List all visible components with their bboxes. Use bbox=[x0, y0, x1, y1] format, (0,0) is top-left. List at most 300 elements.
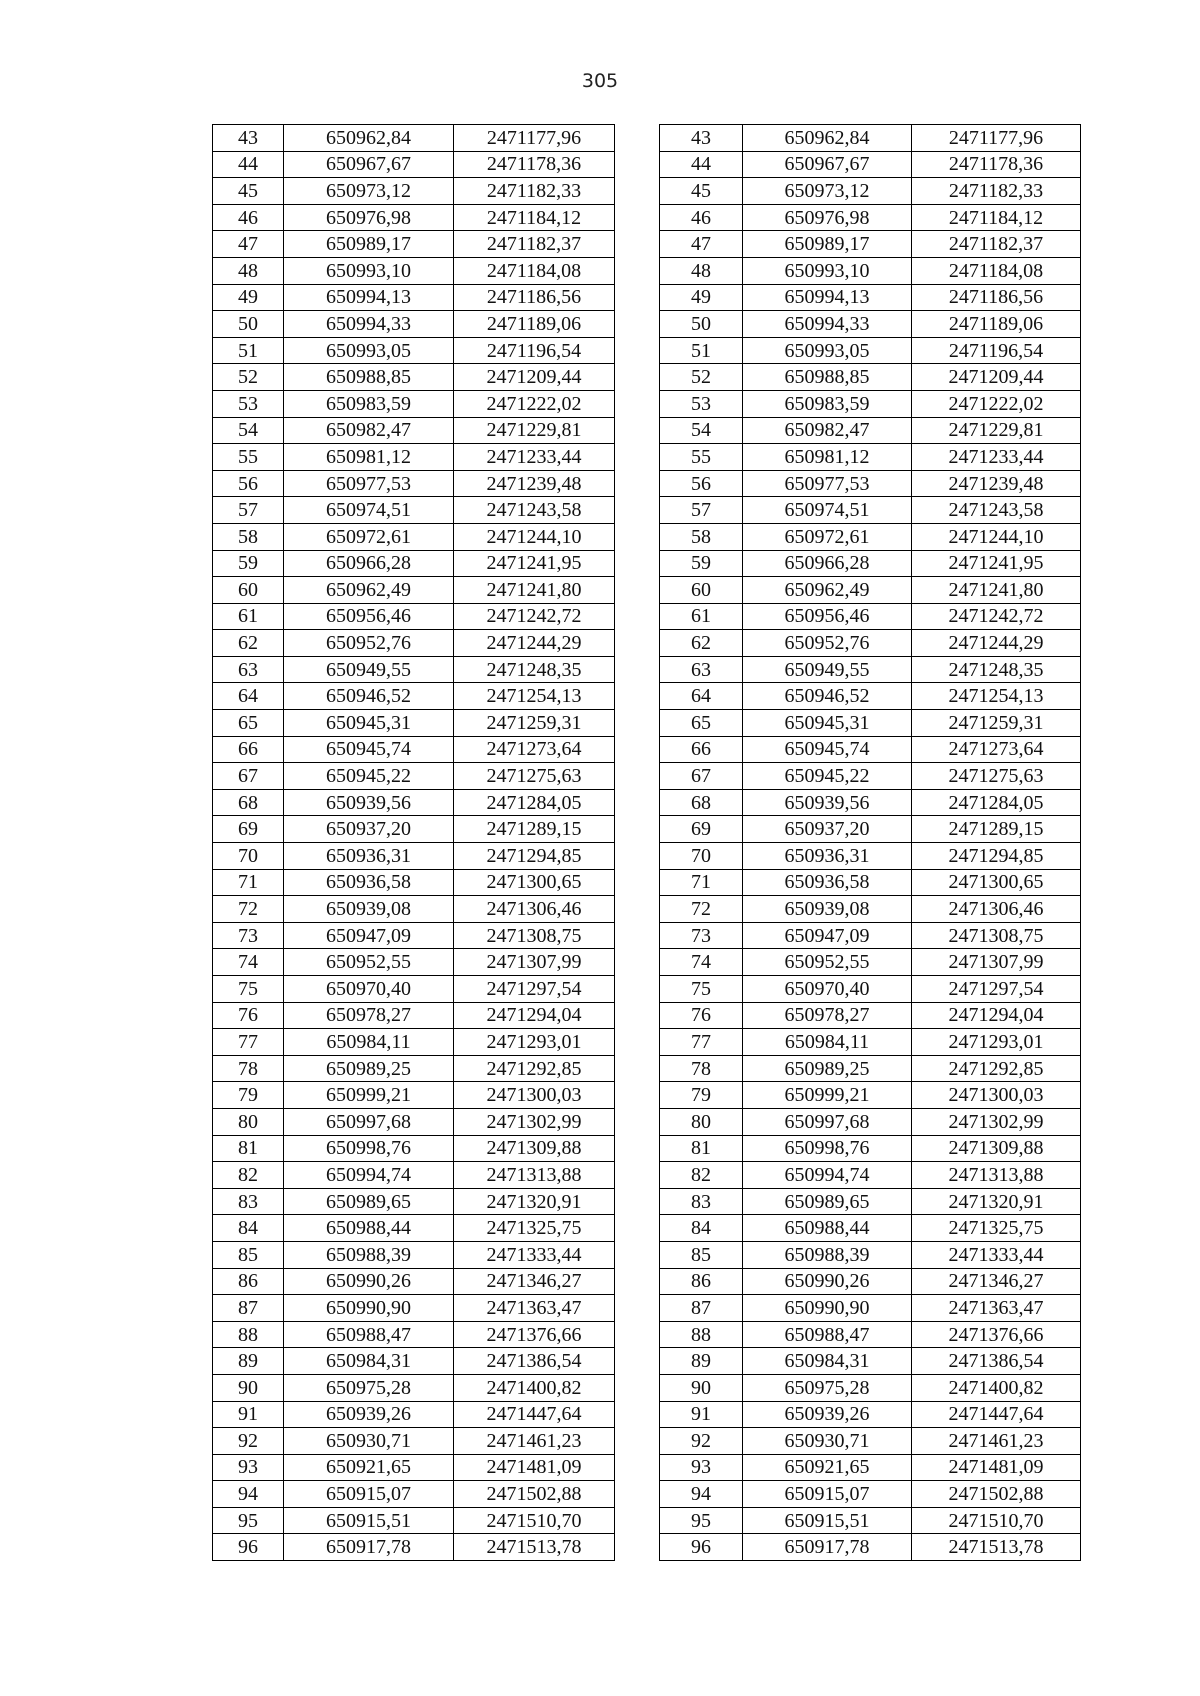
column-spacer bbox=[615, 178, 660, 205]
right-y-coordinate-cell: 2471289,15 bbox=[912, 816, 1081, 843]
table-row bbox=[213, 1481, 1081, 1508]
table-row bbox=[213, 151, 1081, 178]
left-point-number-cell: 49 bbox=[213, 284, 284, 311]
right-y-coordinate-cell: 2471510,70 bbox=[912, 1507, 1081, 1534]
right-point-number-cell: 75 bbox=[660, 976, 743, 1003]
right-x-coordinate-cell: 650989,17 bbox=[743, 231, 912, 258]
left-x-coordinate-cell: 650966,28 bbox=[284, 550, 454, 577]
table-row bbox=[213, 710, 1081, 737]
left-y-coordinate-cell: 2471386,54 bbox=[454, 1348, 615, 1375]
left-x-coordinate-cell: 650939,56 bbox=[284, 789, 454, 816]
right-x-coordinate-cell: 650999,21 bbox=[743, 1082, 912, 1109]
right-x-coordinate-cell: 650993,05 bbox=[743, 337, 912, 364]
left-y-coordinate-cell: 2471239,48 bbox=[454, 470, 615, 497]
left-point-number-cell: 56 bbox=[213, 470, 284, 497]
left-y-coordinate-cell: 2471196,54 bbox=[454, 337, 615, 364]
left-y-coordinate-cell: 2471284,05 bbox=[454, 789, 615, 816]
left-point-number-cell: 71 bbox=[213, 869, 284, 896]
right-y-coordinate-cell: 2471242,72 bbox=[912, 603, 1081, 630]
left-y-coordinate-cell: 2471313,88 bbox=[454, 1162, 615, 1189]
column-spacer bbox=[615, 1241, 660, 1268]
right-x-coordinate-cell: 650981,12 bbox=[743, 444, 912, 471]
left-y-coordinate-cell: 2471461,23 bbox=[454, 1428, 615, 1455]
column-spacer bbox=[615, 1295, 660, 1322]
right-y-coordinate-cell: 2471229,81 bbox=[912, 417, 1081, 444]
left-y-coordinate-cell: 2471242,72 bbox=[454, 603, 615, 630]
left-point-number-cell: 58 bbox=[213, 523, 284, 550]
left-y-coordinate-cell: 2471241,80 bbox=[454, 577, 615, 604]
column-spacer bbox=[615, 1481, 660, 1508]
left-y-coordinate-cell: 2471244,10 bbox=[454, 523, 615, 550]
column-spacer bbox=[615, 497, 660, 524]
column-spacer bbox=[615, 257, 660, 284]
column-spacer bbox=[615, 1428, 660, 1455]
table-row bbox=[213, 1321, 1081, 1348]
right-y-coordinate-cell: 2471248,35 bbox=[912, 656, 1081, 683]
left-point-number-cell: 84 bbox=[213, 1215, 284, 1242]
column-spacer bbox=[615, 577, 660, 604]
column-spacer bbox=[615, 710, 660, 737]
left-x-coordinate-cell: 650915,07 bbox=[284, 1481, 454, 1508]
table-row bbox=[213, 763, 1081, 790]
left-x-coordinate-cell: 650915,51 bbox=[284, 1507, 454, 1534]
table-row bbox=[213, 1428, 1081, 1455]
left-x-coordinate-cell: 650972,61 bbox=[284, 523, 454, 550]
table-row bbox=[213, 231, 1081, 258]
left-y-coordinate-cell: 2471400,82 bbox=[454, 1374, 615, 1401]
left-y-coordinate-cell: 2471333,44 bbox=[454, 1241, 615, 1268]
table-row bbox=[213, 869, 1081, 896]
right-point-number-cell: 79 bbox=[660, 1082, 743, 1109]
left-y-coordinate-cell: 2471320,91 bbox=[454, 1188, 615, 1215]
left-y-coordinate-cell: 2471481,09 bbox=[454, 1454, 615, 1481]
right-x-coordinate-cell: 650982,47 bbox=[743, 417, 912, 444]
left-x-coordinate-cell: 650988,44 bbox=[284, 1215, 454, 1242]
table-row bbox=[213, 736, 1081, 763]
left-point-number-cell: 65 bbox=[213, 710, 284, 737]
left-x-coordinate-cell: 650975,28 bbox=[284, 1374, 454, 1401]
left-y-coordinate-cell: 2471273,64 bbox=[454, 736, 615, 763]
right-x-coordinate-cell: 650990,26 bbox=[743, 1268, 912, 1295]
left-x-coordinate-cell: 650974,51 bbox=[284, 497, 454, 524]
right-point-number-cell: 57 bbox=[660, 497, 743, 524]
right-y-coordinate-cell: 2471481,09 bbox=[912, 1454, 1081, 1481]
right-x-coordinate-cell: 650952,76 bbox=[743, 630, 912, 657]
right-y-coordinate-cell: 2471306,46 bbox=[912, 896, 1081, 923]
left-point-number-cell: 59 bbox=[213, 550, 284, 577]
right-y-coordinate-cell: 2471241,95 bbox=[912, 550, 1081, 577]
left-point-number-cell: 50 bbox=[213, 311, 284, 338]
left-point-number-cell: 60 bbox=[213, 577, 284, 604]
left-y-coordinate-cell: 2471229,81 bbox=[454, 417, 615, 444]
left-point-number-cell: 53 bbox=[213, 390, 284, 417]
table-row bbox=[213, 1241, 1081, 1268]
table-row bbox=[213, 843, 1081, 870]
table-row bbox=[213, 284, 1081, 311]
right-x-coordinate-cell: 650967,67 bbox=[743, 151, 912, 178]
right-point-number-cell: 45 bbox=[660, 178, 743, 205]
column-spacer bbox=[615, 949, 660, 976]
column-spacer bbox=[615, 470, 660, 497]
right-y-coordinate-cell: 2471222,02 bbox=[912, 390, 1081, 417]
left-point-number-cell: 48 bbox=[213, 257, 284, 284]
left-point-number-cell: 47 bbox=[213, 231, 284, 258]
left-y-coordinate-cell: 2471184,12 bbox=[454, 204, 615, 231]
left-point-number-cell: 62 bbox=[213, 630, 284, 657]
table-row bbox=[213, 1401, 1081, 1428]
column-spacer bbox=[615, 204, 660, 231]
table-row bbox=[213, 656, 1081, 683]
column-spacer bbox=[615, 523, 660, 550]
left-x-coordinate-cell: 650962,84 bbox=[284, 125, 454, 152]
column-spacer bbox=[615, 364, 660, 391]
column-spacer bbox=[615, 630, 660, 657]
column-spacer bbox=[615, 603, 660, 630]
right-x-coordinate-cell: 650989,25 bbox=[743, 1055, 912, 1082]
right-x-coordinate-cell: 650974,51 bbox=[743, 497, 912, 524]
left-point-number-cell: 64 bbox=[213, 683, 284, 710]
table-row bbox=[213, 896, 1081, 923]
left-point-number-cell: 90 bbox=[213, 1374, 284, 1401]
right-x-coordinate-cell: 650994,33 bbox=[743, 311, 912, 338]
left-x-coordinate-cell: 650946,52 bbox=[284, 683, 454, 710]
right-point-number-cell: 69 bbox=[660, 816, 743, 843]
right-x-coordinate-cell: 650956,46 bbox=[743, 603, 912, 630]
right-x-coordinate-cell: 650945,31 bbox=[743, 710, 912, 737]
right-x-coordinate-cell: 650994,13 bbox=[743, 284, 912, 311]
right-point-number-cell: 65 bbox=[660, 710, 743, 737]
column-spacer bbox=[615, 1454, 660, 1481]
right-point-number-cell: 55 bbox=[660, 444, 743, 471]
left-x-coordinate-cell: 650930,71 bbox=[284, 1428, 454, 1455]
right-y-coordinate-cell: 2471241,80 bbox=[912, 577, 1081, 604]
left-point-number-cell: 91 bbox=[213, 1401, 284, 1428]
left-x-coordinate-cell: 650921,65 bbox=[284, 1454, 454, 1481]
table-row bbox=[213, 1055, 1081, 1082]
right-x-coordinate-cell: 650983,59 bbox=[743, 390, 912, 417]
right-point-number-cell: 50 bbox=[660, 311, 743, 338]
right-point-number-cell: 96 bbox=[660, 1534, 743, 1561]
left-x-coordinate-cell: 650952,76 bbox=[284, 630, 454, 657]
left-y-coordinate-cell: 2471189,06 bbox=[454, 311, 615, 338]
left-x-coordinate-cell: 650949,55 bbox=[284, 656, 454, 683]
right-x-coordinate-cell: 650976,98 bbox=[743, 204, 912, 231]
left-point-number-cell: 88 bbox=[213, 1321, 284, 1348]
table-row bbox=[213, 1188, 1081, 1215]
left-point-number-cell: 92 bbox=[213, 1428, 284, 1455]
left-point-number-cell: 75 bbox=[213, 976, 284, 1003]
table-row bbox=[213, 922, 1081, 949]
left-x-coordinate-cell: 650988,39 bbox=[284, 1241, 454, 1268]
right-x-coordinate-cell: 650945,22 bbox=[743, 763, 912, 790]
right-y-coordinate-cell: 2471292,85 bbox=[912, 1055, 1081, 1082]
column-spacer bbox=[615, 1215, 660, 1242]
left-x-coordinate-cell: 650984,31 bbox=[284, 1348, 454, 1375]
right-y-coordinate-cell: 2471309,88 bbox=[912, 1135, 1081, 1162]
left-x-coordinate-cell: 650984,11 bbox=[284, 1029, 454, 1056]
left-y-coordinate-cell: 2471294,85 bbox=[454, 843, 615, 870]
left-x-coordinate-cell: 650967,67 bbox=[284, 151, 454, 178]
table-row bbox=[213, 816, 1081, 843]
column-spacer bbox=[615, 444, 660, 471]
right-y-coordinate-cell: 2471177,96 bbox=[912, 125, 1081, 152]
left-x-coordinate-cell: 650962,49 bbox=[284, 577, 454, 604]
right-y-coordinate-cell: 2471275,63 bbox=[912, 763, 1081, 790]
right-point-number-cell: 95 bbox=[660, 1507, 743, 1534]
right-y-coordinate-cell: 2471300,65 bbox=[912, 869, 1081, 896]
right-point-number-cell: 56 bbox=[660, 470, 743, 497]
left-y-coordinate-cell: 2471182,33 bbox=[454, 178, 615, 205]
right-x-coordinate-cell: 650915,07 bbox=[743, 1481, 912, 1508]
left-point-number-cell: 61 bbox=[213, 603, 284, 630]
left-y-coordinate-cell: 2471300,65 bbox=[454, 869, 615, 896]
left-point-number-cell: 78 bbox=[213, 1055, 284, 1082]
left-x-coordinate-cell: 650945,74 bbox=[284, 736, 454, 763]
right-y-coordinate-cell: 2471178,36 bbox=[912, 151, 1081, 178]
left-point-number-cell: 43 bbox=[213, 125, 284, 152]
left-y-coordinate-cell: 2471275,63 bbox=[454, 763, 615, 790]
left-x-coordinate-cell: 650990,90 bbox=[284, 1295, 454, 1322]
right-y-coordinate-cell: 2471307,99 bbox=[912, 949, 1081, 976]
left-y-coordinate-cell: 2471241,95 bbox=[454, 550, 615, 577]
left-x-coordinate-cell: 650993,05 bbox=[284, 337, 454, 364]
right-x-coordinate-cell: 650917,78 bbox=[743, 1534, 912, 1561]
right-x-coordinate-cell: 650966,28 bbox=[743, 550, 912, 577]
right-x-coordinate-cell: 650990,90 bbox=[743, 1295, 912, 1322]
left-y-coordinate-cell: 2471306,46 bbox=[454, 896, 615, 923]
left-point-number-cell: 85 bbox=[213, 1241, 284, 1268]
right-x-coordinate-cell: 650947,09 bbox=[743, 922, 912, 949]
column-spacer bbox=[615, 1268, 660, 1295]
right-y-coordinate-cell: 2471333,44 bbox=[912, 1241, 1081, 1268]
left-y-coordinate-cell: 2471248,35 bbox=[454, 656, 615, 683]
left-point-number-cell: 77 bbox=[213, 1029, 284, 1056]
left-y-coordinate-cell: 2471346,27 bbox=[454, 1268, 615, 1295]
column-spacer bbox=[615, 417, 660, 444]
right-x-coordinate-cell: 650946,52 bbox=[743, 683, 912, 710]
right-point-number-cell: 66 bbox=[660, 736, 743, 763]
left-x-coordinate-cell: 650983,59 bbox=[284, 390, 454, 417]
table-row bbox=[213, 417, 1081, 444]
left-y-coordinate-cell: 2471302,99 bbox=[454, 1108, 615, 1135]
left-x-coordinate-cell: 650994,74 bbox=[284, 1162, 454, 1189]
table-row bbox=[213, 125, 1081, 152]
left-x-coordinate-cell: 650970,40 bbox=[284, 976, 454, 1003]
column-spacer bbox=[615, 922, 660, 949]
table-row bbox=[213, 444, 1081, 471]
left-y-coordinate-cell: 2471308,75 bbox=[454, 922, 615, 949]
left-x-coordinate-cell: 650936,31 bbox=[284, 843, 454, 870]
table-row bbox=[213, 178, 1081, 205]
left-y-coordinate-cell: 2471376,66 bbox=[454, 1321, 615, 1348]
right-y-coordinate-cell: 2471284,05 bbox=[912, 789, 1081, 816]
left-point-number-cell: 68 bbox=[213, 789, 284, 816]
right-y-coordinate-cell: 2471209,44 bbox=[912, 364, 1081, 391]
right-y-coordinate-cell: 2471302,99 bbox=[912, 1108, 1081, 1135]
left-point-number-cell: 63 bbox=[213, 656, 284, 683]
left-x-coordinate-cell: 650977,53 bbox=[284, 470, 454, 497]
right-point-number-cell: 67 bbox=[660, 763, 743, 790]
left-y-coordinate-cell: 2471293,01 bbox=[454, 1029, 615, 1056]
table-row bbox=[213, 1374, 1081, 1401]
left-y-coordinate-cell: 2471184,08 bbox=[454, 257, 615, 284]
column-spacer bbox=[615, 1055, 660, 1082]
column-spacer bbox=[615, 843, 660, 870]
left-point-number-cell: 67 bbox=[213, 763, 284, 790]
right-y-coordinate-cell: 2471300,03 bbox=[912, 1082, 1081, 1109]
left-point-number-cell: 83 bbox=[213, 1188, 284, 1215]
left-y-coordinate-cell: 2471294,04 bbox=[454, 1002, 615, 1029]
right-y-coordinate-cell: 2471273,64 bbox=[912, 736, 1081, 763]
right-x-coordinate-cell: 650972,61 bbox=[743, 523, 912, 550]
left-point-number-cell: 96 bbox=[213, 1534, 284, 1561]
right-y-coordinate-cell: 2471313,88 bbox=[912, 1162, 1081, 1189]
right-y-coordinate-cell: 2471254,13 bbox=[912, 683, 1081, 710]
right-y-coordinate-cell: 2471320,91 bbox=[912, 1188, 1081, 1215]
left-y-coordinate-cell: 2471209,44 bbox=[454, 364, 615, 391]
left-x-coordinate-cell: 650981,12 bbox=[284, 444, 454, 471]
coordinates-table-body bbox=[213, 125, 1081, 1561]
right-y-coordinate-cell: 2471363,47 bbox=[912, 1295, 1081, 1322]
left-point-number-cell: 66 bbox=[213, 736, 284, 763]
left-point-number-cell: 44 bbox=[213, 151, 284, 178]
column-spacer bbox=[615, 1135, 660, 1162]
table-row bbox=[213, 311, 1081, 338]
right-x-coordinate-cell: 650978,27 bbox=[743, 1002, 912, 1029]
table-row bbox=[213, 1268, 1081, 1295]
right-point-number-cell: 84 bbox=[660, 1215, 743, 1242]
right-point-number-cell: 74 bbox=[660, 949, 743, 976]
left-x-coordinate-cell: 650998,76 bbox=[284, 1135, 454, 1162]
left-x-coordinate-cell: 650999,21 bbox=[284, 1082, 454, 1109]
table-row bbox=[213, 550, 1081, 577]
right-point-number-cell: 62 bbox=[660, 630, 743, 657]
left-y-coordinate-cell: 2471513,78 bbox=[454, 1534, 615, 1561]
right-point-number-cell: 43 bbox=[660, 125, 743, 152]
left-point-number-cell: 82 bbox=[213, 1162, 284, 1189]
left-x-coordinate-cell: 650947,09 bbox=[284, 922, 454, 949]
right-point-number-cell: 63 bbox=[660, 656, 743, 683]
left-point-number-cell: 86 bbox=[213, 1268, 284, 1295]
left-y-coordinate-cell: 2471309,88 bbox=[454, 1135, 615, 1162]
left-y-coordinate-cell: 2471292,85 bbox=[454, 1055, 615, 1082]
left-x-coordinate-cell: 650937,20 bbox=[284, 816, 454, 843]
column-spacer bbox=[615, 763, 660, 790]
right-point-number-cell: 85 bbox=[660, 1241, 743, 1268]
left-x-coordinate-cell: 650994,33 bbox=[284, 311, 454, 338]
left-point-number-cell: 70 bbox=[213, 843, 284, 870]
column-spacer bbox=[615, 1401, 660, 1428]
right-x-coordinate-cell: 650988,39 bbox=[743, 1241, 912, 1268]
right-y-coordinate-cell: 2471244,10 bbox=[912, 523, 1081, 550]
left-x-coordinate-cell: 650945,31 bbox=[284, 710, 454, 737]
left-x-coordinate-cell: 650993,10 bbox=[284, 257, 454, 284]
column-spacer bbox=[615, 816, 660, 843]
right-point-number-cell: 92 bbox=[660, 1428, 743, 1455]
left-x-coordinate-cell: 650978,27 bbox=[284, 1002, 454, 1029]
right-point-number-cell: 81 bbox=[660, 1135, 743, 1162]
left-y-coordinate-cell: 2471363,47 bbox=[454, 1295, 615, 1322]
column-spacer bbox=[615, 390, 660, 417]
left-point-number-cell: 93 bbox=[213, 1454, 284, 1481]
right-x-coordinate-cell: 650973,12 bbox=[743, 178, 912, 205]
right-x-coordinate-cell: 650937,20 bbox=[743, 816, 912, 843]
table-row bbox=[213, 1348, 1081, 1375]
right-x-coordinate-cell: 650962,49 bbox=[743, 577, 912, 604]
left-x-coordinate-cell: 650939,26 bbox=[284, 1401, 454, 1428]
left-point-number-cell: 94 bbox=[213, 1481, 284, 1508]
table-row bbox=[213, 630, 1081, 657]
right-point-number-cell: 70 bbox=[660, 843, 743, 870]
column-spacer bbox=[615, 683, 660, 710]
right-x-coordinate-cell: 650952,55 bbox=[743, 949, 912, 976]
left-point-number-cell: 52 bbox=[213, 364, 284, 391]
right-y-coordinate-cell: 2471233,44 bbox=[912, 444, 1081, 471]
right-point-number-cell: 88 bbox=[660, 1321, 743, 1348]
right-x-coordinate-cell: 650977,53 bbox=[743, 470, 912, 497]
column-spacer bbox=[615, 151, 660, 178]
right-y-coordinate-cell: 2471189,06 bbox=[912, 311, 1081, 338]
left-x-coordinate-cell: 650989,65 bbox=[284, 1188, 454, 1215]
right-point-number-cell: 72 bbox=[660, 896, 743, 923]
column-spacer bbox=[615, 125, 660, 152]
left-point-number-cell: 46 bbox=[213, 204, 284, 231]
right-y-coordinate-cell: 2471244,29 bbox=[912, 630, 1081, 657]
left-y-coordinate-cell: 2471186,56 bbox=[454, 284, 615, 311]
right-point-number-cell: 52 bbox=[660, 364, 743, 391]
right-y-coordinate-cell: 2471447,64 bbox=[912, 1401, 1081, 1428]
left-point-number-cell: 51 bbox=[213, 337, 284, 364]
left-x-coordinate-cell: 650973,12 bbox=[284, 178, 454, 205]
right-x-coordinate-cell: 650915,51 bbox=[743, 1507, 912, 1534]
table-row bbox=[213, 1082, 1081, 1109]
right-x-coordinate-cell: 650988,47 bbox=[743, 1321, 912, 1348]
left-x-coordinate-cell: 650988,47 bbox=[284, 1321, 454, 1348]
right-x-coordinate-cell: 650997,68 bbox=[743, 1108, 912, 1135]
left-y-coordinate-cell: 2471182,37 bbox=[454, 231, 615, 258]
right-y-coordinate-cell: 2471182,33 bbox=[912, 178, 1081, 205]
left-y-coordinate-cell: 2471325,75 bbox=[454, 1215, 615, 1242]
right-point-number-cell: 73 bbox=[660, 922, 743, 949]
left-x-coordinate-cell: 650952,55 bbox=[284, 949, 454, 976]
right-point-number-cell: 44 bbox=[660, 151, 743, 178]
right-x-coordinate-cell: 650939,26 bbox=[743, 1401, 912, 1428]
column-spacer bbox=[615, 869, 660, 896]
left-point-number-cell: 45 bbox=[213, 178, 284, 205]
right-point-number-cell: 48 bbox=[660, 257, 743, 284]
table-row bbox=[213, 364, 1081, 391]
table-row bbox=[213, 1002, 1081, 1029]
table-row bbox=[213, 1135, 1081, 1162]
table-row bbox=[213, 337, 1081, 364]
left-x-coordinate-cell: 650982,47 bbox=[284, 417, 454, 444]
right-point-number-cell: 90 bbox=[660, 1374, 743, 1401]
right-x-coordinate-cell: 650988,85 bbox=[743, 364, 912, 391]
right-point-number-cell: 83 bbox=[660, 1188, 743, 1215]
right-x-coordinate-cell: 650975,28 bbox=[743, 1374, 912, 1401]
right-x-coordinate-cell: 650993,10 bbox=[743, 257, 912, 284]
column-spacer bbox=[615, 789, 660, 816]
left-y-coordinate-cell: 2471289,15 bbox=[454, 816, 615, 843]
right-y-coordinate-cell: 2471186,56 bbox=[912, 284, 1081, 311]
left-point-number-cell: 69 bbox=[213, 816, 284, 843]
left-y-coordinate-cell: 2471177,96 bbox=[454, 125, 615, 152]
left-point-number-cell: 80 bbox=[213, 1108, 284, 1135]
table-row bbox=[213, 1215, 1081, 1242]
column-spacer bbox=[615, 231, 660, 258]
right-x-coordinate-cell: 650989,65 bbox=[743, 1188, 912, 1215]
left-point-number-cell: 57 bbox=[213, 497, 284, 524]
